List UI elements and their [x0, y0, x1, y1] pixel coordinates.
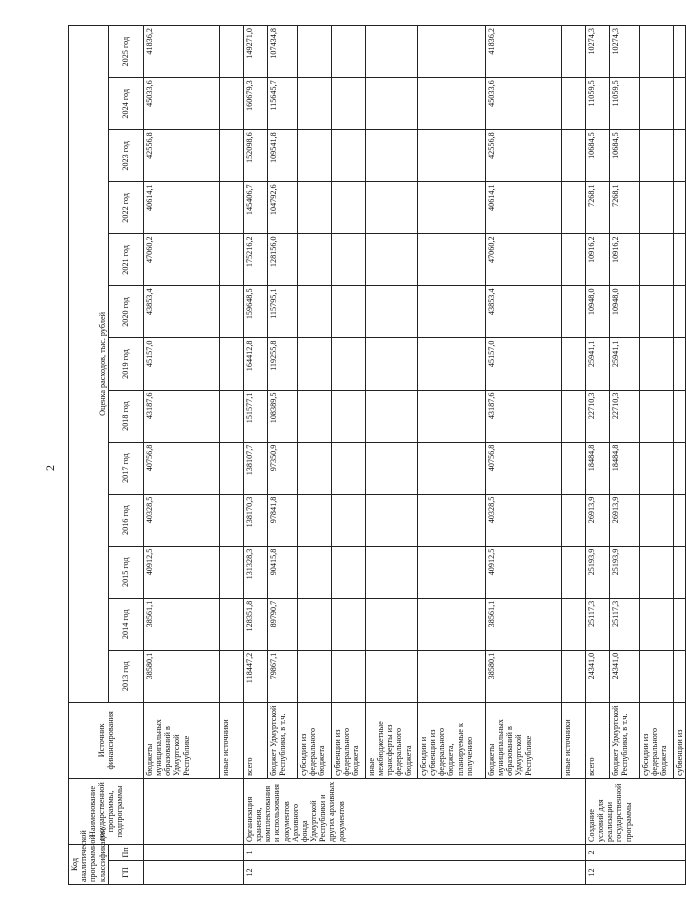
amount-cell: 45157,0 [485, 338, 561, 390]
amount-cell [297, 442, 331, 494]
amount-cell: 43853,4 [143, 286, 219, 338]
amount-cell [639, 78, 673, 130]
amount-cell [639, 598, 673, 650]
amount-cell [219, 78, 243, 130]
amount-cell [561, 650, 585, 702]
amount-cell: 25193,9 [609, 546, 639, 598]
amount-cell: 119255,8 [267, 338, 297, 390]
header-year: 2017 год [108, 442, 143, 494]
amount-cell: 40912,5 [485, 546, 561, 598]
amount-cell [639, 442, 673, 494]
amount-cell [331, 130, 365, 182]
amount-cell: 47060,2 [485, 234, 561, 286]
amount-cell [365, 78, 417, 130]
header-year: 2025 год [108, 26, 143, 78]
amount-cell [219, 286, 243, 338]
table-row [485, 26, 561, 885]
amount-cell: 145406,7 [243, 182, 267, 234]
amount-cell: 40912,5 [143, 546, 219, 598]
amount-cell: 40614,1 [143, 182, 219, 234]
funding-source: бюджеты муниципальных образований в Удмуртской Республике [485, 702, 561, 778]
funding-source: субсидии из федерального бюджета [639, 702, 673, 778]
amount-cell [417, 182, 485, 234]
funding-source: иные межбюджетные трансферты из федерального бюджета [365, 702, 417, 778]
amount-cell [331, 650, 365, 702]
amount-cell [365, 546, 417, 598]
funding-source: иные источники [219, 702, 243, 778]
amount-cell [365, 182, 417, 234]
amount-cell: 45033,6 [143, 78, 219, 130]
program-name: Создание условий для реализации государственной программы [585, 778, 685, 844]
amount-cell: 40756,8 [485, 442, 561, 494]
amount-cell: 45157,0 [143, 338, 219, 390]
header-year: 2021 год [108, 234, 143, 286]
amount-cell [561, 442, 585, 494]
amount-cell: 40614,1 [485, 182, 561, 234]
header-year: 2015 год [108, 546, 143, 598]
amount-cell [219, 390, 243, 442]
amount-cell: 43187,6 [143, 390, 219, 442]
amount-cell [219, 546, 243, 598]
amount-cell [561, 130, 585, 182]
amount-cell: 115795,1 [267, 286, 297, 338]
amount-cell [297, 494, 331, 546]
amount-cell [219, 442, 243, 494]
amount-cell: 18484,8 [585, 442, 609, 494]
header-source: Источник финансирования [69, 702, 144, 778]
amount-cell: 79867,1 [267, 650, 297, 702]
amount-cell [639, 650, 673, 702]
amount-cell [219, 26, 243, 78]
amount-cell: 108389,5 [267, 390, 297, 442]
amount-cell: 10916,2 [585, 234, 609, 286]
table-row [219, 26, 243, 885]
amount-cell [417, 78, 485, 130]
amount-cell [331, 598, 365, 650]
amount-cell [561, 390, 585, 442]
amount-cell [331, 286, 365, 338]
amount-cell: 89790,7 [267, 598, 297, 650]
table-row [365, 26, 417, 885]
amount-cell: 104792,6 [267, 182, 297, 234]
amount-cell: 138170,3 [243, 494, 267, 546]
amount-cell [297, 598, 331, 650]
header-code: Код аналитической программной классификации [69, 844, 109, 884]
amount-cell [417, 26, 485, 78]
amount-cell: 10916,2 [609, 234, 639, 286]
amount-cell [639, 234, 673, 286]
amount-cell [561, 182, 585, 234]
amount-cell [639, 338, 673, 390]
amount-cell [417, 390, 485, 442]
amount-cell [561, 286, 585, 338]
amount-cell: 10948,0 [609, 286, 639, 338]
amount-cell: 164412,8 [243, 338, 267, 390]
amount-cell: 175216,2 [243, 234, 267, 286]
amount-cell: 109541,8 [267, 130, 297, 182]
amount-cell: 24341,0 [585, 650, 609, 702]
amount-cell [365, 390, 417, 442]
amount-cell [297, 182, 331, 234]
amount-cell [219, 338, 243, 390]
amount-cell [639, 390, 673, 442]
amount-cell: 42556,8 [485, 130, 561, 182]
amount-cell [673, 182, 685, 234]
header-year: 2024 год [108, 78, 143, 130]
expenditure-table [68, 25, 686, 885]
amount-cell [365, 598, 417, 650]
amount-cell: 38561,1 [485, 598, 561, 650]
amount-cell: 7268,1 [609, 182, 639, 234]
amount-cell: 43187,6 [485, 390, 561, 442]
amount-cell: 10274,3 [585, 26, 609, 78]
amount-cell: 26913,9 [609, 494, 639, 546]
header-year: 2014 год [108, 598, 143, 650]
amount-cell: 41836,2 [485, 26, 561, 78]
amount-cell: 10684,5 [609, 130, 639, 182]
amount-cell: 25941,1 [585, 338, 609, 390]
amount-cell: 107434,8 [267, 26, 297, 78]
amount-cell [561, 546, 585, 598]
amount-cell [639, 286, 673, 338]
amount-cell: 10274,3 [609, 26, 639, 78]
amount-cell [561, 494, 585, 546]
table-body [143, 26, 685, 885]
amount-cell: 40328,5 [143, 494, 219, 546]
pp-code: 1 [243, 844, 585, 860]
amount-cell [331, 182, 365, 234]
amount-cell: 42556,8 [143, 130, 219, 182]
amount-cell [673, 130, 685, 182]
table-row [585, 26, 609, 885]
amount-cell: 26913,9 [585, 494, 609, 546]
amount-cell: 40328,5 [485, 494, 561, 546]
amount-cell: 138107,7 [243, 442, 267, 494]
amount-cell [365, 234, 417, 286]
amount-cell: 22710,3 [609, 390, 639, 442]
amount-cell [673, 234, 685, 286]
amount-cell [673, 78, 685, 130]
amount-cell [417, 650, 485, 702]
amount-cell [219, 182, 243, 234]
amount-cell [219, 598, 243, 650]
funding-source: иные источники [561, 702, 585, 778]
amount-cell: 22710,3 [585, 390, 609, 442]
header-year: 2020 год [108, 286, 143, 338]
amount-cell: 118447,2 [243, 650, 267, 702]
amount-cell: 152098,6 [243, 130, 267, 182]
amount-cell [365, 286, 417, 338]
table-row [297, 26, 331, 885]
amount-cell [639, 182, 673, 234]
header-year: 2023 год [108, 130, 143, 182]
amount-cell: 38580,1 [143, 650, 219, 702]
table-row [639, 26, 673, 885]
funding-source: субсидии из федерального бюджета [297, 702, 331, 778]
amount-cell [297, 650, 331, 702]
amount-cell [673, 338, 685, 390]
funding-source: всего [585, 702, 609, 778]
pp-code [143, 844, 243, 860]
amount-cell [297, 78, 331, 130]
amount-cell [365, 442, 417, 494]
amount-cell [639, 546, 673, 598]
table-row [331, 26, 365, 885]
amount-cell [297, 26, 331, 78]
amount-cell: 40756,8 [143, 442, 219, 494]
header-pp: Пп [108, 844, 143, 860]
program-name [143, 778, 243, 844]
funding-source: субсидии и субвенции из федерального бюджета, планируемые к получению [417, 702, 485, 778]
amount-cell: 25117,3 [585, 598, 609, 650]
amount-cell: 90415,8 [267, 546, 297, 598]
amount-cell: 25193,9 [585, 546, 609, 598]
amount-cell: 11059,5 [609, 78, 639, 130]
amount-cell: 11059,5 [585, 78, 609, 130]
amount-cell [673, 598, 685, 650]
amount-cell: 10684,5 [585, 130, 609, 182]
amount-cell: 41836,2 [143, 26, 219, 78]
amount-cell [639, 494, 673, 546]
amount-cell: 97841,8 [267, 494, 297, 546]
table-head [69, 26, 144, 885]
amount-cell [673, 390, 685, 442]
page-number: 2 [43, 465, 57, 471]
amount-cell [331, 546, 365, 598]
amount-cell [219, 234, 243, 286]
program-name: Организация хранения, комплектования и использования документов Архивного фонда Удмуртской Республики и других архивных документов [243, 778, 585, 844]
amount-cell: 160679,3 [243, 78, 267, 130]
amount-cell [219, 650, 243, 702]
amount-cell [297, 286, 331, 338]
amount-cell [417, 546, 485, 598]
amount-cell: 151577,1 [243, 390, 267, 442]
amount-cell [417, 286, 485, 338]
table-row [609, 26, 639, 885]
header-year: 2016 год [108, 494, 143, 546]
header-year: 2019 год [108, 338, 143, 390]
amount-cell: 38580,1 [485, 650, 561, 702]
amount-cell [219, 494, 243, 546]
rotated-table-wrapper [68, 25, 684, 885]
amount-cell: 10948,0 [585, 286, 609, 338]
header-estimate: Оценка расходов, тыс. рублей [69, 26, 109, 703]
amount-cell: 18484,8 [609, 442, 639, 494]
amount-cell [673, 26, 685, 78]
table-row [267, 26, 297, 885]
amount-cell [561, 598, 585, 650]
funding-source: субвенции из федерального бюджета [331, 702, 365, 778]
amount-cell [331, 338, 365, 390]
amount-cell [331, 78, 365, 130]
amount-cell [673, 546, 685, 598]
amount-cell: 131328,3 [243, 546, 267, 598]
amount-cell [673, 494, 685, 546]
amount-cell [365, 130, 417, 182]
header-year: 2018 год [108, 390, 143, 442]
gp-code: 12 [585, 860, 685, 884]
pp-code: 2 [585, 844, 685, 860]
amount-cell [639, 26, 673, 78]
amount-cell: 149271,0 [243, 26, 267, 78]
header-year: 2022 год [108, 182, 143, 234]
header-year: 2013 год [108, 650, 143, 702]
amount-cell: 24341,0 [609, 650, 639, 702]
amount-cell [365, 26, 417, 78]
amount-cell [297, 338, 331, 390]
amount-cell: 7268,1 [585, 182, 609, 234]
amount-cell [297, 390, 331, 442]
amount-cell [417, 598, 485, 650]
amount-cell: 45033,6 [485, 78, 561, 130]
amount-cell [331, 234, 365, 286]
amount-cell [417, 338, 485, 390]
amount-cell [331, 26, 365, 78]
amount-cell: 97350,9 [267, 442, 297, 494]
amount-cell: 128156,0 [267, 234, 297, 286]
funding-source: бюджеты муниципальных образований в Удмуртской Республике [143, 702, 219, 778]
funding-source: бюджет Удмуртской Республики, в т.ч. [609, 702, 639, 778]
amount-cell [561, 78, 585, 130]
amount-cell [219, 130, 243, 182]
amount-cell: 25117,3 [609, 598, 639, 650]
amount-cell [297, 546, 331, 598]
gp-code [143, 860, 243, 884]
amount-cell [561, 338, 585, 390]
amount-cell [673, 286, 685, 338]
amount-cell [297, 130, 331, 182]
amount-cell [331, 390, 365, 442]
amount-cell [561, 26, 585, 78]
header-name: Наименование государственной программы, подпрограммы [69, 778, 144, 844]
table-row [673, 26, 685, 885]
amount-cell [561, 234, 585, 286]
funding-source: субвенции из [673, 702, 685, 778]
header-gp: ГП [108, 860, 143, 884]
table-row [143, 26, 219, 885]
amount-cell: 128351,8 [243, 598, 267, 650]
gp-code: 12 [243, 860, 585, 884]
table-row [417, 26, 485, 885]
amount-cell [673, 650, 685, 702]
amount-cell [297, 234, 331, 286]
amount-cell [673, 442, 685, 494]
funding-source: всего [243, 702, 267, 778]
amount-cell: 115645,7 [267, 78, 297, 130]
amount-cell [331, 442, 365, 494]
amount-cell [417, 494, 485, 546]
amount-cell: 38561,1 [143, 598, 219, 650]
amount-cell: 25941,1 [609, 338, 639, 390]
amount-cell [365, 338, 417, 390]
funding-source: бюджет Удмуртской Республики, в т.ч. [267, 702, 297, 778]
table-row [243, 26, 267, 885]
amount-cell [365, 650, 417, 702]
table-row [561, 26, 585, 885]
amount-cell [639, 130, 673, 182]
amount-cell: 43853,4 [485, 286, 561, 338]
amount-cell: 159648,5 [243, 286, 267, 338]
amount-cell [365, 494, 417, 546]
amount-cell [417, 442, 485, 494]
amount-cell [331, 494, 365, 546]
amount-cell: 47060,2 [143, 234, 219, 286]
amount-cell [417, 234, 485, 286]
amount-cell [417, 130, 485, 182]
